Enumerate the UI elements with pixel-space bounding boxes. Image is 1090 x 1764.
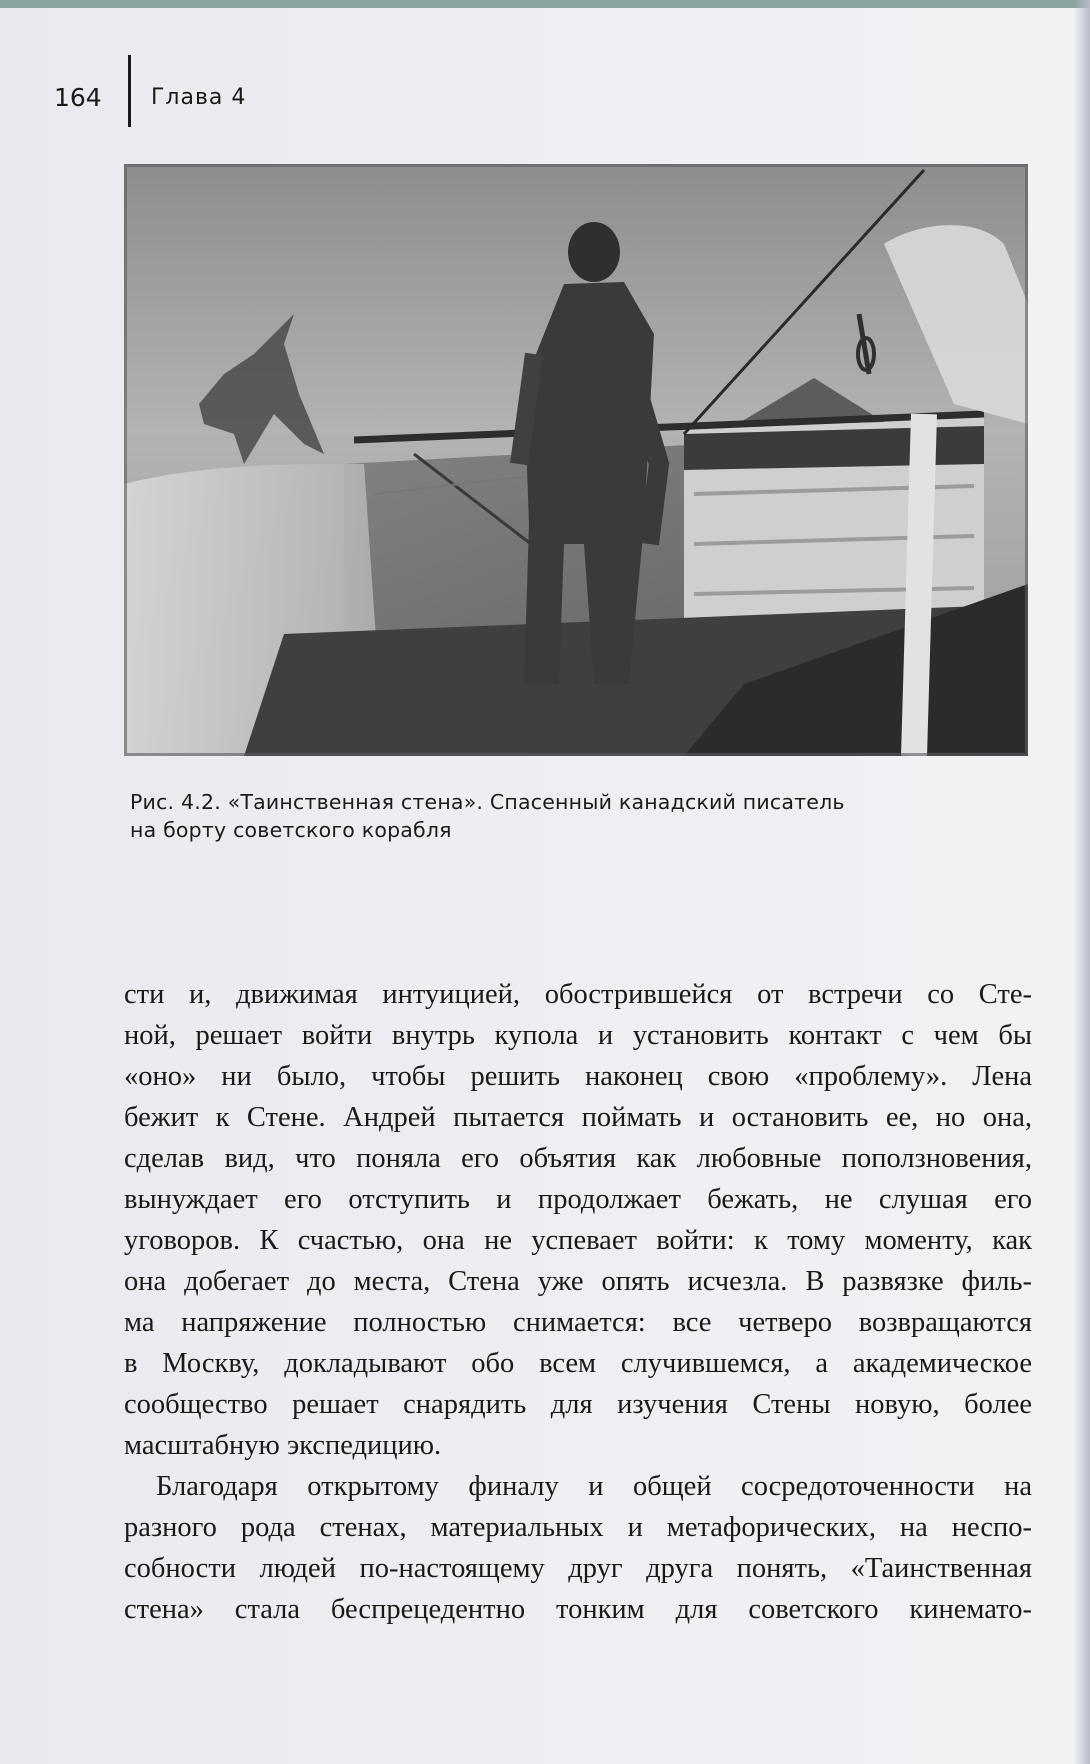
text-line-paragraph-end: масштабную экспедицию. <box>124 1430 442 1461</box>
chapter-label: Глава 4 <box>151 84 247 110</box>
caption-line-2: на борту советского корабля <box>130 818 452 842</box>
text-line: ной, решает войти внутрь купола и установить контакт с чем бы <box>124 1020 1032 1051</box>
text-line: сти и, движимая интуицией, обострившейся от встречи со Сте- <box>124 979 1032 1010</box>
text-line-paragraph-start: Благодаря открытому финалу и общей сосредоточенности на <box>156 1471 1032 1502</box>
figure-caption <box>130 788 1030 844</box>
text-line: стена» стала беспрецедентно тонким для советского кинемато- <box>124 1594 1032 1625</box>
text-line: она добегает до места, Стена уже опять исчезла. В развязке филь- <box>124 1266 1032 1297</box>
text-line: сделав вид, что поняла его объятия как любовные поползновения, <box>124 1143 1032 1174</box>
text-line: разного рода стенах, материальных и метафорических, на неспо- <box>124 1512 1032 1543</box>
caption-line-1: Рис. 4.2. «Таинственная стена». Спасенный канадский писатель <box>130 790 845 814</box>
figure-photo <box>124 164 1028 756</box>
page-number: 164 <box>54 82 102 112</box>
background-edge-top <box>0 0 1090 8</box>
text-line: вынуждает его отступить и продолжает бежать, не слушая его <box>124 1184 1032 1215</box>
text-line: бежит к Стене. Андрей пытается поймать и остановить ее, но она, <box>124 1102 1032 1133</box>
text-line: ма напряжение полностью снимается: все четверо возвращаются <box>124 1307 1032 1338</box>
page-header <box>54 74 246 120</box>
header-divider <box>128 55 131 127</box>
text-line: сообщество решает снарядить для изучения Стены новую, более <box>124 1389 1032 1420</box>
body-text <box>124 974 1032 1630</box>
text-line: уговоров. К счастью, она не успевает войти: к тому моменту, как <box>124 1225 1032 1256</box>
text-line: в Москву, докладывают обо всем случившемся, а академическое <box>124 1348 1032 1379</box>
text-line: «оно» ни было, чтобы решить наконец свою «проблему». Лена <box>124 1061 1032 1092</box>
text-line: собности людей по-настоящему друг друга понять, «Таинственная <box>124 1553 1032 1584</box>
page-shadow-right <box>1074 0 1090 1764</box>
